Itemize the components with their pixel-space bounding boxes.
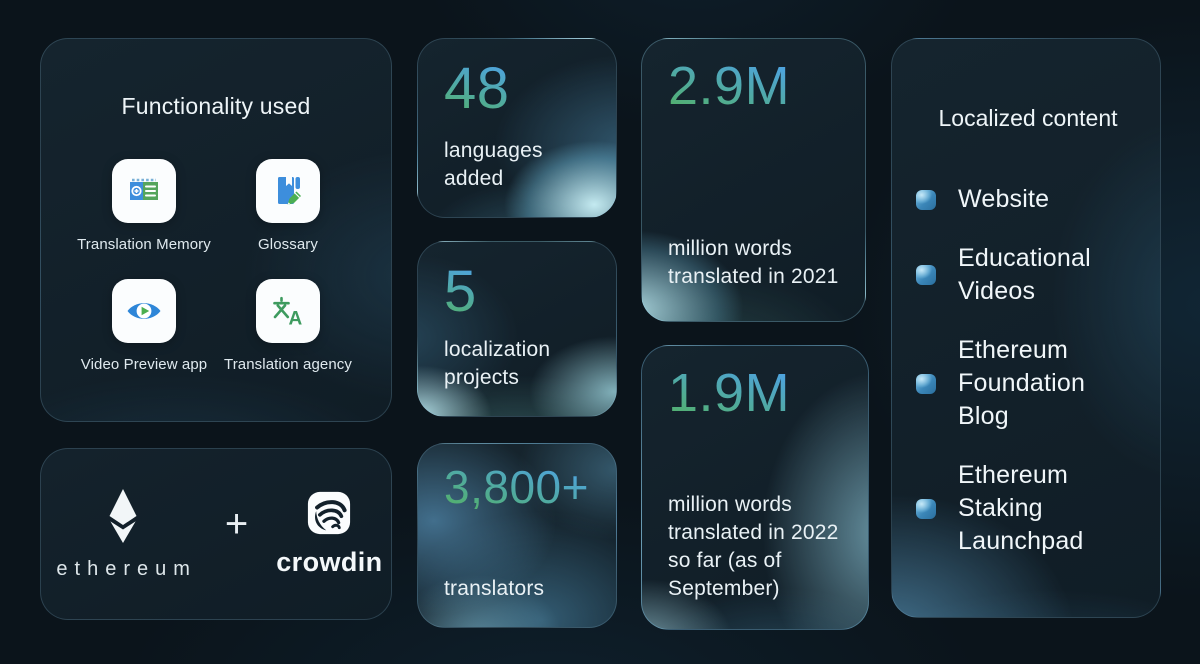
functionality-title: Functionality used bbox=[121, 93, 311, 119]
stat-label: translators bbox=[444, 576, 545, 600]
list-item-label: Educational Videos bbox=[958, 244, 1091, 305]
square-bullet-icon bbox=[916, 265, 936, 285]
crowdin-wordmark: crowdin bbox=[276, 546, 383, 577]
stat-card-languages bbox=[417, 38, 617, 218]
square-bullet-icon bbox=[916, 374, 936, 394]
list-item-website bbox=[916, 183, 1140, 216]
stat-label: million words translated in 2021 bbox=[668, 236, 839, 288]
brand-card bbox=[40, 448, 392, 620]
crowdin-lockup bbox=[276, 491, 382, 578]
list-item-label: Ethereum Staking Launchpad bbox=[958, 461, 1084, 555]
stat-label: localization projects bbox=[444, 337, 551, 389]
video-preview-icon bbox=[112, 279, 176, 343]
translation-agency-icon bbox=[256, 279, 320, 343]
stat-label: languages added bbox=[444, 138, 543, 190]
crowdin-logo-icon bbox=[307, 491, 351, 540]
functionality-item-glossary bbox=[218, 159, 358, 253]
list-item-educational-videos bbox=[916, 242, 1140, 308]
functionality-item-translation-memory bbox=[74, 159, 214, 253]
localized-content-card bbox=[891, 38, 1161, 618]
functionality-grid bbox=[41, 159, 391, 373]
svg-text:A: A bbox=[288, 308, 303, 330]
stat-card-projects bbox=[417, 241, 617, 417]
translation-memory-icon bbox=[112, 159, 176, 223]
stat-value: 48 bbox=[444, 56, 510, 121]
ethereum-lockup bbox=[49, 487, 197, 581]
functionality-item-label: Glossary bbox=[258, 236, 318, 253]
plus-sign: + bbox=[224, 501, 249, 546]
stat-card-words-2021 bbox=[641, 38, 866, 322]
stat-card-translators bbox=[417, 443, 617, 628]
functionality-item-label: Translation agency bbox=[224, 356, 352, 373]
ethereum-logo-icon bbox=[105, 487, 141, 550]
square-bullet-icon bbox=[916, 190, 936, 210]
list-item-ethereum-staking-launchpad bbox=[916, 459, 1140, 558]
stat-label: million words translated in 2022 so far (as of September) bbox=[668, 492, 839, 600]
ethereum-wordmark: ethereum bbox=[56, 558, 197, 580]
functionality-item-label: Video Preview app bbox=[80, 356, 208, 373]
glossary-icon bbox=[256, 159, 320, 223]
functionality-card bbox=[40, 38, 392, 422]
localized-content-title: Localized content bbox=[938, 105, 1118, 131]
stat-value: 2.9M bbox=[668, 56, 791, 116]
functionality-item-video-preview bbox=[74, 279, 214, 373]
list-item-label: Ethereum Foundation Blog bbox=[958, 336, 1086, 430]
stat-card-words-2022 bbox=[641, 345, 869, 630]
functionality-item-label: Translation Memory bbox=[77, 236, 211, 253]
list-item-label: Website bbox=[958, 185, 1050, 213]
square-bullet-icon bbox=[916, 499, 936, 519]
localized-content-list bbox=[916, 183, 1140, 558]
stat-value: 3,800+ bbox=[444, 461, 589, 513]
list-item-ethereum-foundation-blog bbox=[916, 334, 1140, 433]
stat-value: 5 bbox=[444, 259, 477, 324]
stat-value: 1.9M bbox=[668, 363, 791, 423]
functionality-item-translation-agency bbox=[218, 279, 358, 373]
